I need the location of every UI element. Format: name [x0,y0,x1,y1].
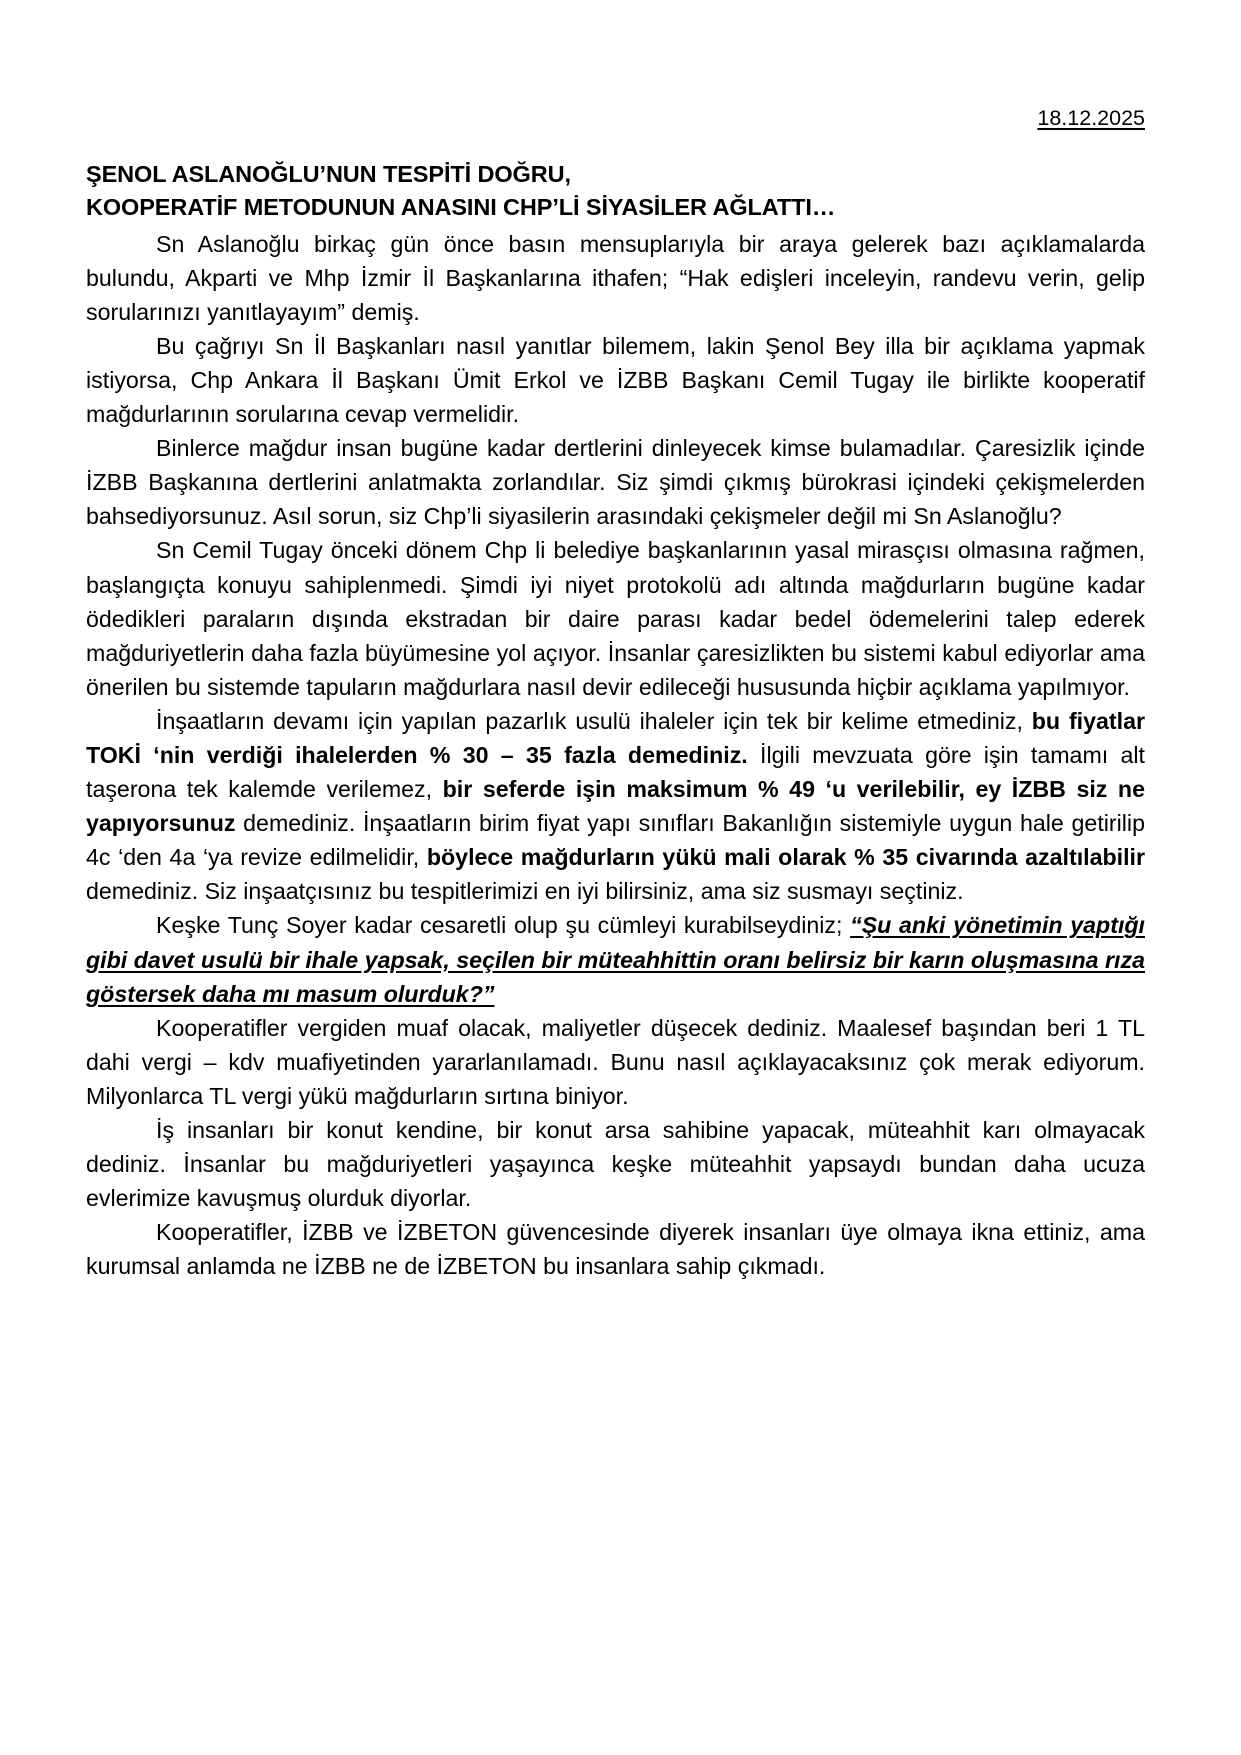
p5-text-4: demediniz. Siz inşaatçısınız bu tespitlerimizi en iyi bilirsiniz, ama siz susmayı seçtiniz. [86,878,964,905]
paragraph-6 [86,908,1145,1010]
paragraph-9: Kooperatifler, İZBB ve İZBETON güvencesinde diyerek insanları üye olmaya ikna ettiniz, ama kurumsal anlamda ne İZBB ne de İZBETON bu insanlara sahip çıkmadı. [86,1219,1145,1280]
title-line-2: KOOPERATİF METODUNUN ANASINI CHP’Lİ SİYASİLER AĞLATTI… [86,194,836,221]
title-line-1: ŞENOL ASLANOĞLU’NUN TESPİTİ DOĞRU, [86,160,571,187]
paragraph-4: Sn Cemil Tugay önceki dönem Chp li belediye başkanlarının yasal mirasçısı olmasına rağmen, başlangıçta konuyu sahiplenmedi. Şimdi iyi niyet protokolü adı altında mağdurların bugüne kadar ödedikleri paraların dışında ekstradan bir daire parası kadar bedel ödemelerini talep ederek mağduriyetlerin daha fazla büyümesine yol açıyor. İnsanlar çaresizlikten bu sistemi kabul ediyorlar ama önerilen bu sistemde tapuların mağdurlara nasıl devir edileceği hususunda hiçbir açıklama yapılmıyor. [86,537,1145,700]
p5-emphasis-toki: bu fiyatlar TOKİ ‘nin verdiği ihalelerden % 30 – 35 fazla demediniz. [86,707,1145,768]
date-value: 18.12.2025 [1037,106,1145,130]
document-date [86,105,1145,132]
p5-emphasis-azaltilabilir: böylece mağdurların yükü mali olarak % 35 civarında azaltılabilir [426,844,1146,871]
paragraph-2: Bu çağrıyı Sn İl Başkanları nasıl yanıtlar bilemem, lakin Şenol Bey illa bir açıklama yapmak istiyorsa, Chp Ankara İl Başkanı Ümit Erkol ve İZBB Başkanı Cemil Tugay ile birlikte kooperatif mağdurlarının sorularına cevap vermelidir. [86,332,1145,428]
page-title [86,158,1145,225]
p5-text-1: İnşaatların devamı için yapılan pazarlık usulü ihaleler için tek bir kelime etmediniz, [156,707,1032,734]
p5-text-2: İlgili mevzuata göre işin tamamı alt taşerona tek kalemde verilemez, [86,742,1145,803]
paragraph-7: Kooperatifler vergiden muaf olacak, maliyetler düşecek dediniz. Maalesef başından beri 1 TL dahi vergi – kdv muafiyetinden yararlanılamadı. Bunu nasıl açıklayacaksınız çok merak ediyorum. Milyonlarca TL vergi yükü mağdurların sırtına biniyor. [86,1014,1145,1109]
p5-emphasis-maksimum: bir seferde işin maksimum % 49 ‘u verilebilir, ey İZBB siz ne yapıyorsunuz [86,776,1145,837]
p5-text-3: demediniz. İnşaatların birim fiyat yapı sınıfları Bakanlığın sistemiyle uygun hale getirilip 4c ‘den 4a ‘ya revize edilmelidir, [86,810,1145,871]
paragraph-1: Sn Aslanoğlu birkaç gün önce basın mensuplarıyla bir araya gelerek bazı açıklamalarda bulundu, Akparti ve Mhp İzmir İl Başkanlarına ithafen; “Hak edişleri inceleyin, randevu verin, gelip sorularınızı yanıtlayayım” demiş. [86,230,1145,325]
paragraph-5 [86,704,1145,909]
p6-quotation-emphasis: “Şu anki yönetimin yaptığı gibi davet usulü bir ihale yapsak, seçilen bir müteahhittin oranı belirsiz bir karın oluşmasına rıza göstersek daha mı masum olurduk?” [86,912,1145,1007]
paragraph-8: İş insanları bir konut kendine, bir konut arsa sahibine yapacak, müteahhit karı olmayacak dediniz. İnsanlar bu mağduriyetleri yaşayınca keşke müteahhit yapsaydı bundan daha ucuza evlerimize kavuşmuş olurduk diyorlar. [86,1117,1145,1212]
p6-text-1: Keşke Tunç Soyer kadar cesaretli olup şu cümleyi kurabilseydiniz; [156,912,851,939]
paragraph-3: Binlerce mağdur insan bugüne kadar dertlerini dinleyecek kimse bulamadılar. Çaresizlik içinde İZBB Başkanına dertlerini anlatmakta zorlandılar. Siz şimdi çıkmış bürokrasi içindeki çekişmelerden bahsediyorsunuz. Asıl sorun, siz Chp’li siyasilerin arasındaki çekişmeler değil mi Sn Aslanoğlu? [86,435,1145,530]
